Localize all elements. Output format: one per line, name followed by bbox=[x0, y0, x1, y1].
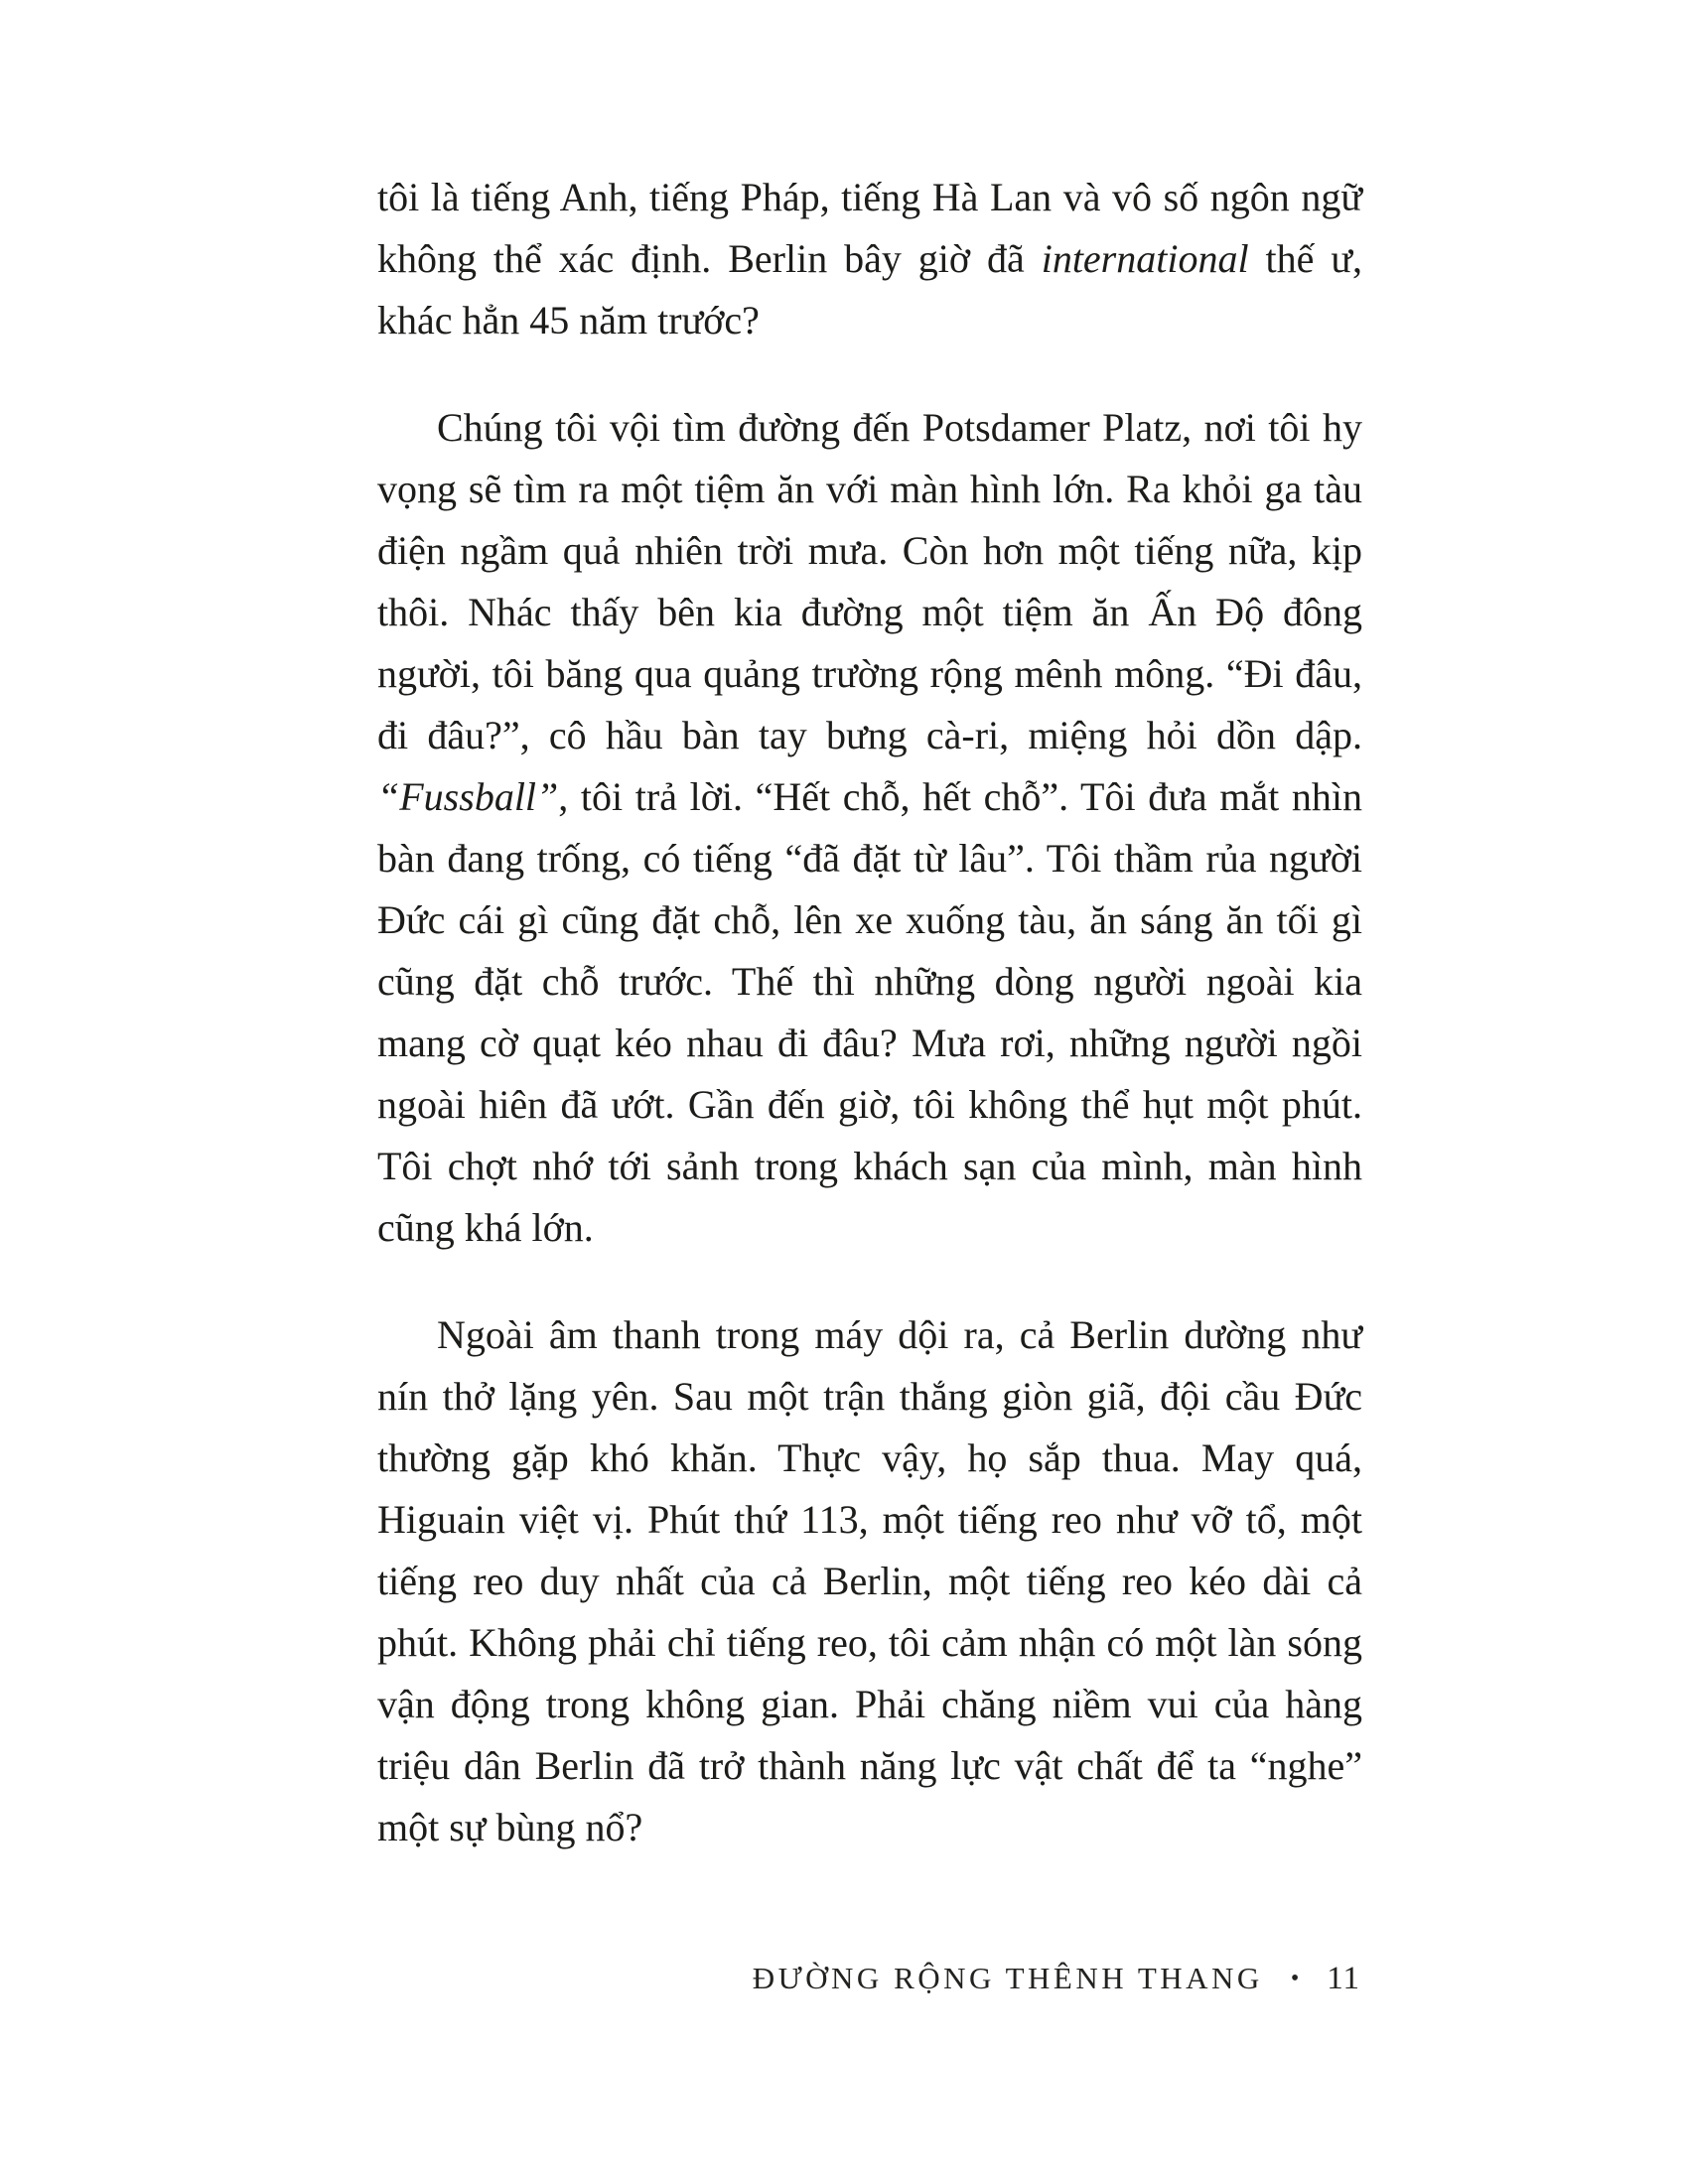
text-segment-italic: international bbox=[1041, 236, 1249, 281]
text-segment-italic: “Fussball” bbox=[377, 774, 559, 819]
body-text bbox=[377, 167, 1362, 1858]
running-title: ĐƯỜNG RỘNG THÊNH THANG bbox=[752, 1961, 1263, 1995]
paragraph bbox=[377, 167, 1362, 351]
text-segment: Chúng tôi vội tìm đường đến Potsdamer Platz, nơi tôi hy vọng sẽ tìm ra một tiệm ăn với màn hình lớn. Ra khỏi ga tàu điện ngầm quả nhiên trời mưa. Còn hơn một tiếng nữa, kịp thôi. Nhác thấy bên kia đường một tiệm ăn Ấn Độ đông người, tôi băng qua quảng trường rộng mênh mông. “Đi đâu, đi đâu?”, cô hầu bàn tay bưng cà-ri, miệng hỏi dồn dập. bbox=[377, 405, 1362, 757]
page-footer bbox=[753, 1961, 1360, 1997]
text-segment: thế ư, khác hẳn 45 năm trước? bbox=[377, 236, 1363, 342]
text-segment: tôi là tiếng Anh, tiếng Pháp, tiếng Hà Lan và vô số ngôn ngữ không thể xác định. Berlin bây giờ đã bbox=[377, 175, 1362, 281]
paragraph bbox=[377, 397, 1362, 1259]
text-segment: , tôi trả lời. “Hết chỗ, hết chỗ”. Tôi đưa mắt nhìn bàn đang trống, có tiếng “đã đặt từ lâu”. Tôi thầm rủa người Đức cái gì cũng đặt chỗ, lên xe xuống tàu, ăn sáng ăn tối gì cũng đặt chỗ trước. Thế thì những dòng người ngoài kia mang cờ quạt kéo nhau đi đâu? Mưa rơi, những người ngồi ngoài hiên đã ướt. Gần đến giờ, tôi không thể hụt một phút. Tôi chợt nhớ tới sảnh trong khách sạn của mình, màn hình cũng khá lớn. bbox=[377, 774, 1362, 1250]
text-segment: Ngoài âm thanh trong máy dội ra, cả Berlin dường như nín thở lặng yên. Sau một trận thắng giòn giã, đội cầu Đức thường gặp khó khăn. Thực vậy, họ sắp thua. May quá, Higuain việt vị. Phút thứ 113, một tiếng reo như vỡ tổ, một tiếng reo duy nhất của cả Berlin, một tiếng reo kéo dài cả phút. Không phải chỉ tiếng reo, tôi cảm nhận có một làn sóng vận động trong không gian. Phải chăng niềm vui của hàng triệu dân Berlin đã trở thành năng lực vật chất để ta “nghe” một sự bùng nổ? bbox=[377, 1312, 1362, 1849]
footer-separator-dot: • bbox=[1290, 1966, 1300, 1991]
page-number: 11 bbox=[1327, 1961, 1360, 1996]
paragraph bbox=[377, 1304, 1362, 1858]
